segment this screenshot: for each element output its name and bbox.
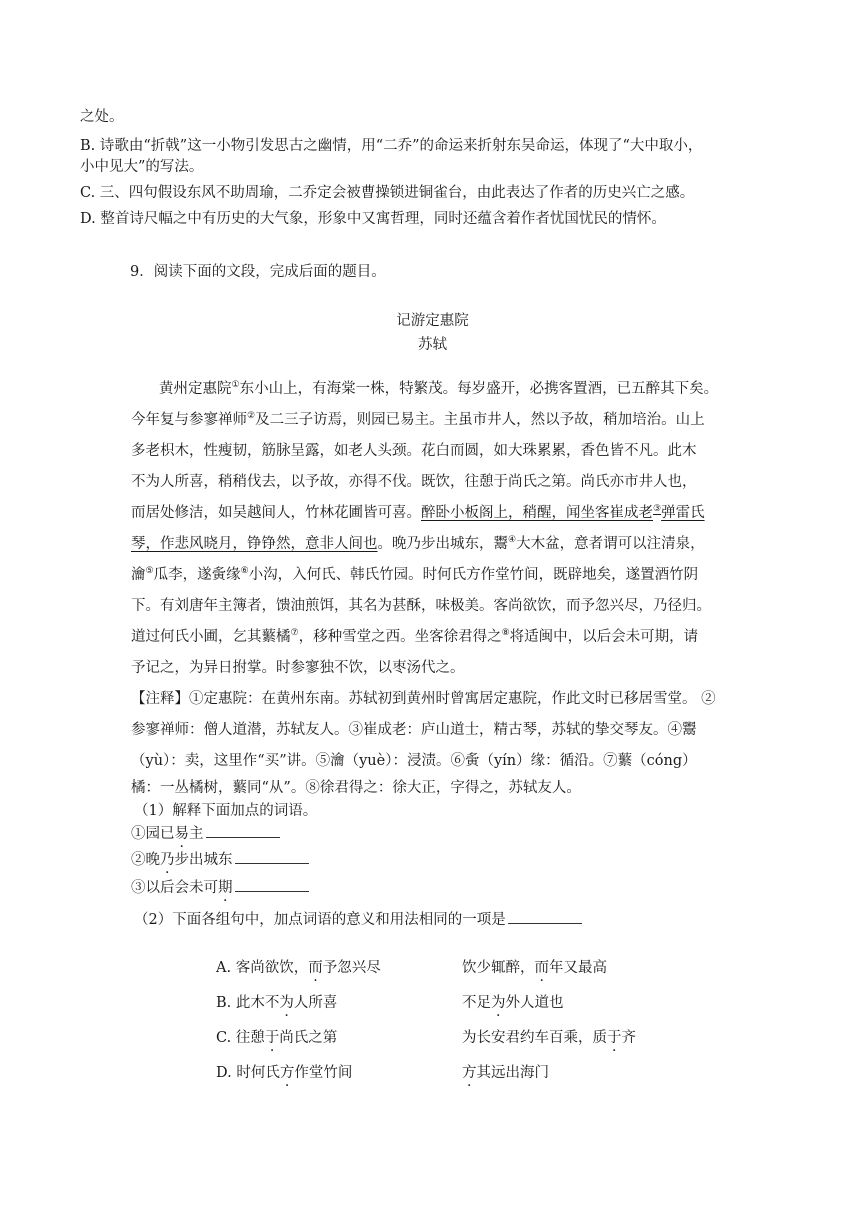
passage-line: 瀹⑤瓜李，遂夤缘⑥小沟，入何氏、韩氏竹园。时何氏方作堂竹间，既辟地矣，遂置酒竹阴 (131, 566, 699, 583)
underlined-sentence: 醉卧小板阁上，稍醒，闻坐客崔成老 (421, 505, 653, 521)
notes-line: 橘：一丛橘树，蘩同“从”。⑧徐君得之：徐大正，字得之，苏轼友人。 (131, 780, 581, 796)
sub1-item-2: ②晚乃步出城东 (131, 849, 309, 870)
sub2-option-left: B. 此木不为人所喜 (216, 995, 338, 1011)
passage-line: 而居处修洁，如吴越间人，竹林花圃皆可喜。醉卧小板阁上，稍醒，闻坐客崔成老③弹雷氏 (131, 504, 705, 521)
sub2-option-right: 不足为外人道也 (462, 995, 564, 1011)
answer-blank[interactable] (235, 877, 309, 892)
q9-prompt: 9．阅读下面的文段，完成后面的题目。 (130, 264, 386, 280)
passage-line: 多老枳木，性瘦韧，筋脉呈露，如老人头颈。花白而圆，如大珠累累，香色皆不凡。此木 (131, 443, 697, 459)
sub1-item-3: ③以后会未可期 (131, 877, 309, 898)
q8-option-b-line1: B. 诗歌由“折戟”这一小物引发思古之幽情，用“二乔”的命运来折射东吴命运，体现了“大中取小， (80, 138, 703, 154)
q8-option-b-line2: 小中见大”的写法。 (80, 159, 204, 175)
notes-line: 【注释】①定惠院：在黄州东南。苏轼初到黄州时曾寓居定惠院，作此文时已移居雪堂。 ② (131, 691, 716, 707)
sub2-option-right: 方其远出海门 (462, 1065, 549, 1081)
answer-blank[interactable] (235, 849, 309, 864)
q8-option-d: D. 整首诗尺幅之中有历史的大气象，形象中又寓哲理，同时还蕴含着作者忧国忧民的情怀。 (80, 211, 666, 227)
passage-line: 下。有刘唐年主簿者，馈油煎饵，其名为甚酥，味极美。客尚欲饮，而予忽兴尽，乃径归。 (131, 598, 711, 614)
sub2-prompt: （2）下面各组句中，加点词语的意义和用法相同的一项是 (134, 909, 582, 930)
sub1-item-1: ①园已易主 (131, 823, 280, 844)
passage-title: 记游定惠院 (396, 313, 469, 329)
passage-line: 予记之，为异日拊掌。时参寥独不饮，以枣汤代之。 (131, 660, 465, 676)
sub2-option-left: A. 客尚欲饮，而予忽兴尽 (216, 960, 381, 976)
q8-option-c: C. 三、四句假设东风不助周瑜，二乔定会被曹操锁进铜雀台，由此表达了作者的历史兴亡之感。 (80, 185, 695, 201)
passage-line: 琴，作悲风晓月，铮铮然，意非人间也。晚乃步出城东，鬻④大木盆，意者谓可以注清泉， (131, 535, 705, 552)
q8-option-a-tail: 之处。 (80, 109, 124, 125)
sub2-option-right: 饮少辄醉，而年又最高 (462, 960, 607, 976)
passage-line: 今年复与参寥禅师②及二三子访焉，则园已易主。主虽市井人，然以予故，稍加培治。山上 (131, 411, 705, 428)
underlined-sentence: 琴，作悲风晓月，铮铮然，意非人间也 (131, 536, 378, 552)
notes-line: 参寥禅师：僧人道潜，苏轼友人。③崔成老：庐山道士，精古琴，苏轼的挚交琴友。④鬻 (131, 722, 697, 738)
answer-blank[interactable] (508, 909, 582, 924)
sub2-option-left: D. 时何氏方作堂竹间 (216, 1065, 353, 1081)
passage-line: 道过何氏小圃，乞其蘩橘⑦，移种雪堂之西。坐客徐君得之⑧将适闽中，以后会未可期，请 (131, 628, 699, 645)
answer-blank[interactable] (206, 823, 280, 838)
sub2-option-left: C. 往憩于尚氏之第 (216, 1030, 338, 1046)
sub2-option-right: 为长安君约车百乘，质于齐 (462, 1030, 636, 1046)
passage-line: 黄州定惠院①东小山上，有海棠一株，特繁茂。每岁盛开，必携客置酒，已五醉其下矣。 (159, 380, 719, 397)
notes-line: （yù）：卖，这里作“买”讲。⑤瀹（yuè）：浸渍。⑥夤（yín）缘：循沿。⑦蘩（cóng） (131, 753, 697, 769)
passage-author: 苏轼 (418, 337, 447, 353)
sub1-prompt: （1）解释下面加点的词语。 (134, 803, 318, 819)
passage-line: 不为人所喜，稍稍伐去，以予故，亦得不伐。既饮，往憩于尚氏之第。尚氏亦市井人也， (131, 474, 697, 490)
